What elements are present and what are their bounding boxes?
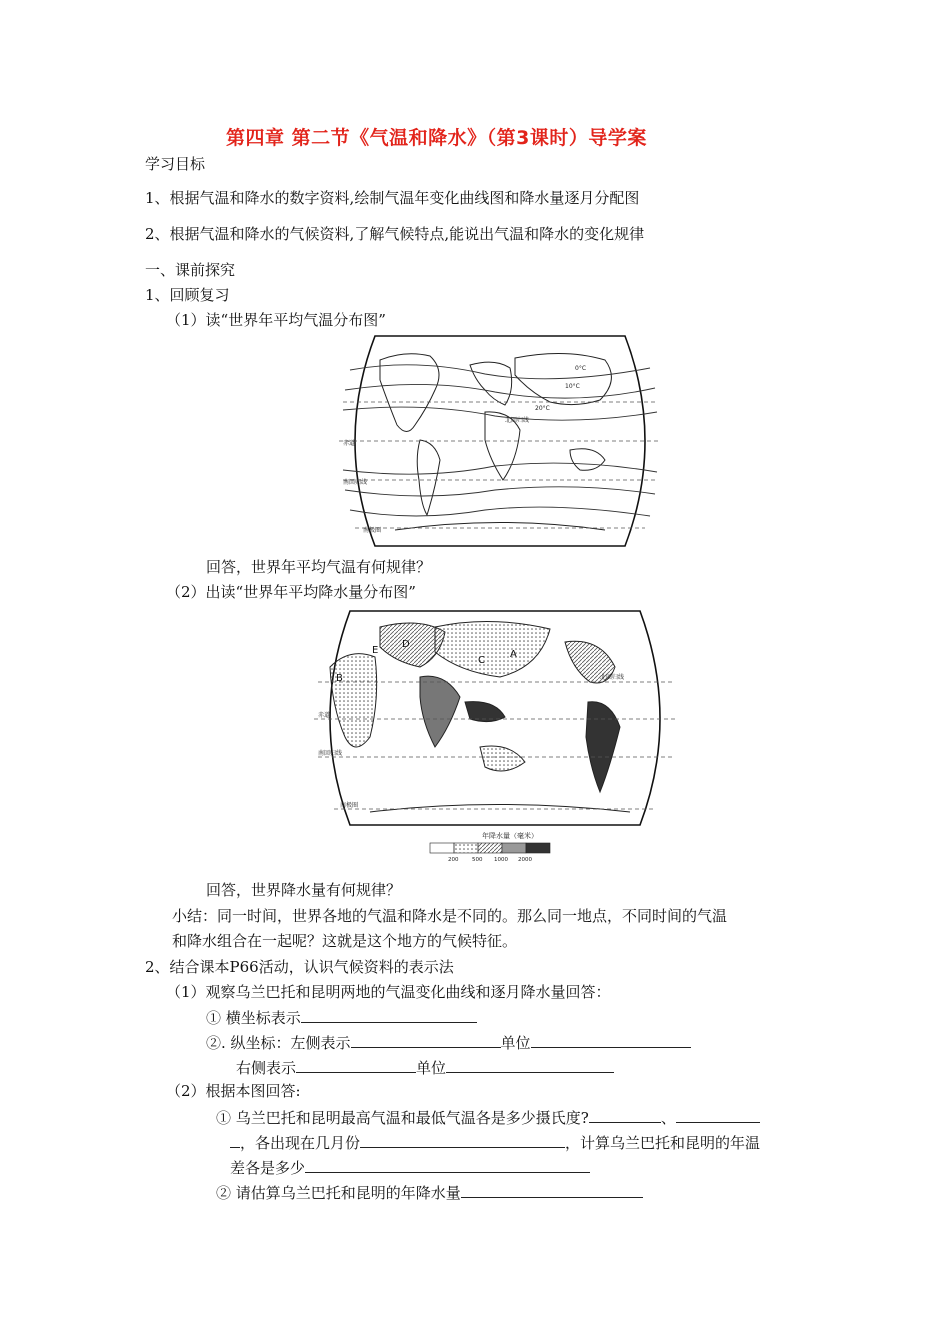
question-a-line-1	[216, 1106, 760, 1128]
question-b-blank[interactable]	[461, 1181, 643, 1198]
y-axis-right-unit-blank[interactable]	[446, 1056, 614, 1073]
temp-map-tropic-capricorn: 南回归线	[343, 479, 368, 486]
question-a-blank-2[interactable]	[676, 1106, 760, 1123]
precip-legend-title: 年降水量（毫米）	[482, 832, 538, 840]
question-a-line-2	[230, 1131, 760, 1153]
precipitation-map	[310, 607, 680, 867]
subsection-review: 1、回顾复习	[145, 286, 230, 304]
temperature-map	[335, 330, 665, 552]
precip-map-line-antarctic: 南极圈	[340, 802, 359, 809]
y-axis-left-blank[interactable]	[351, 1031, 501, 1048]
summary-line-2: 和降水组合在一起呢？这就是这个地方的气候特征。	[172, 932, 518, 950]
precip-legend-tick-500: 500	[472, 857, 483, 863]
page-title: 第四章 第二节《气温和降水》（第3课时）导学案	[226, 127, 647, 149]
precip-map-letter-d: D	[402, 639, 410, 650]
precip-legend-tick-2000: 2000	[518, 857, 532, 863]
y-axis-right-unit-label: 单位	[416, 1059, 447, 1077]
x-axis-blank[interactable]	[301, 1006, 477, 1023]
question-b-text: ② 请估算乌兰巴托和昆明的年降水量	[216, 1184, 461, 1202]
question-a-blank-3[interactable]	[230, 1131, 240, 1148]
section2-item-1: （1）观察乌兰巴托和昆明两地的气温变化曲线和逐月降水量回答：	[166, 983, 611, 1001]
precip-map-legend	[430, 831, 550, 863]
y-axis-left-unit-blank[interactable]	[531, 1031, 691, 1048]
question-a-blank-4[interactable]	[360, 1131, 565, 1148]
question-temperature-map: （1）读“世界年平均气温分布图”	[166, 311, 386, 329]
y-axis-right-row	[236, 1056, 614, 1078]
precip-map-line-tropic-cancer: 北回归线	[600, 674, 625, 681]
y-axis-left-unit-label: 单位	[500, 1034, 531, 1052]
y-axis-left-row	[206, 1031, 691, 1053]
temp-map-label-20: 20°C	[535, 405, 550, 412]
objective-item-1: 1、根据气温和降水的数字资料,绘制气温年变化曲线图和降水量逐月分配图	[145, 189, 640, 207]
precip-map-letter-c: C	[478, 655, 485, 666]
precip-map-letter-b: B	[336, 673, 343, 684]
temp-map-antarctic-circle: 南极圈	[363, 527, 382, 534]
question-b-line	[216, 1181, 643, 1203]
y-axis-left-label: ②. 纵坐标：左侧表示	[206, 1034, 351, 1052]
question-a-text-2: ，各出现在几月份	[240, 1134, 361, 1152]
precip-map-letter-e: E	[372, 645, 379, 656]
question-a-blank-1[interactable]	[589, 1106, 661, 1123]
answer-temperature: 回答，世界年平均气温有何规律？	[206, 558, 432, 576]
question-a-comma: 、	[660, 1109, 676, 1127]
precip-map-line-tropic-capricorn: 南回归线	[318, 750, 343, 757]
question-a-line-3	[230, 1156, 590, 1178]
section2-item-2: （2）根据本图回答:	[166, 1082, 301, 1100]
precip-map-line-equator: 赤道	[318, 712, 331, 719]
precip-map-letter-a: A	[510, 649, 517, 660]
x-axis-label: ① 横坐标表示	[206, 1009, 301, 1027]
precip-legend-tick-1000: 1000	[494, 857, 508, 863]
temp-map-label-0: 0°C	[575, 365, 587, 372]
objectives-heading: 学习目标	[145, 155, 206, 173]
answer-precipitation: 回答，世界降水量有何规律？	[206, 881, 402, 899]
section2-heading: 2、结合课本P66活动，认识气候资料的表示法	[145, 958, 454, 976]
section-heading-pre-study: 一、课前探究	[145, 261, 236, 279]
y-axis-right-blank[interactable]	[296, 1056, 416, 1073]
question-precipitation-map: （2）出读“世界年平均降水量分布图”	[166, 583, 416, 601]
temp-map-tropic-cancer: 北回归线	[505, 417, 530, 424]
precip-legend-tick-200: 200	[448, 857, 459, 863]
question-a-text-3: ，计算乌兰巴托和昆明的年温	[565, 1134, 761, 1152]
question-a-text-4: 差各是多少	[230, 1159, 306, 1177]
y-axis-right-label: 右侧表示	[236, 1059, 297, 1077]
objective-item-2: 2、根据气温和降水的气候资料,了解气候特点,能说出气温和降水的变化规律	[145, 225, 645, 243]
temp-map-label-10: 10°C	[565, 383, 580, 390]
summary-line-1: 小结：同一时间，世界各地的气温和降水是不同的。那么同一地点，不同时间的气温	[172, 907, 728, 925]
question-a-blank-5[interactable]	[305, 1156, 590, 1173]
temp-map-equator: 赤道	[343, 440, 356, 447]
x-axis-row	[206, 1006, 477, 1028]
question-a-text-1: ① 乌兰巴托和昆明最高气温和最低气温各是多少摄氏度?	[216, 1109, 589, 1127]
